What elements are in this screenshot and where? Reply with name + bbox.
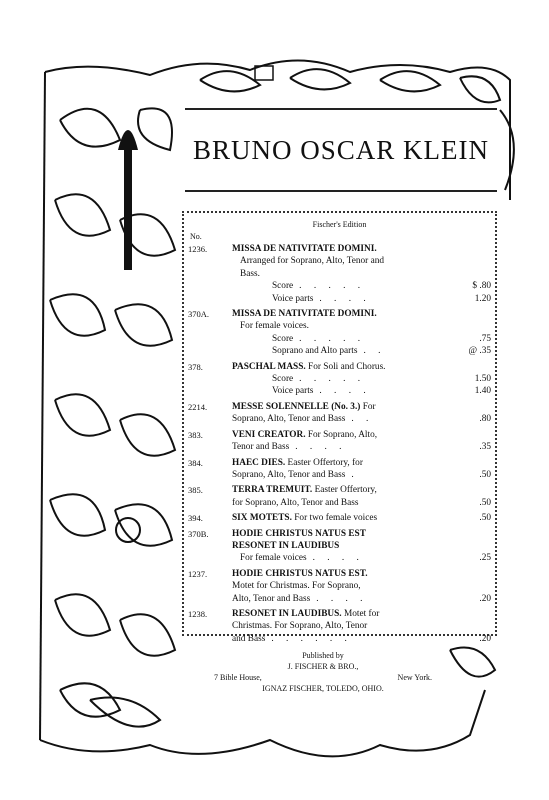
edition-label: Fischer's Edition <box>312 220 367 229</box>
catalog-entry: 1236. MISSA DE NATIVITATE DOMINI. Arranged for Soprano, Alto, Tenor and Bass. Score . . . . . $ .80 Voice parts . . . . 1.20 <box>188 244 491 304</box>
entry-line: and Bass <box>232 633 266 644</box>
price-label: Voice parts <box>272 293 314 304</box>
entry-title: HODIE CHRISTUS NATUS EST <box>232 528 366 539</box>
catalog-entry: 370B. HODIE CHRISTUS NATUS EST RESONET IN LAUDIBUS For female voices . . . . .25 <box>188 528 491 564</box>
price-value: 1.40 <box>474 386 491 397</box>
entry-title: MISSA DE NATIVITATE DOMINI. <box>232 244 377 254</box>
publisher-branch: IGNAZ FISCHER, TOLEDO, OHIO. <box>262 684 384 693</box>
price-value: .20 <box>479 593 491 604</box>
entry-number: 1237. <box>188 568 208 579</box>
entry-line: For Soprano, Alto, <box>307 429 378 440</box>
price-value: @ .35 <box>468 346 491 357</box>
entry-line: Motet for Christmas. For Soprano, <box>232 581 361 592</box>
entry-line: For <box>362 401 376 412</box>
number-column-label: No. <box>190 232 202 241</box>
entry-title-2: RESONET IN LAUDIBUS <box>232 540 340 551</box>
entry-line: For two female voices <box>294 513 378 524</box>
catalog-entry: 370A. MISSA DE NATIVITATE DOMINI. For female voices. Score . . . . . .75 Soprano and Alto parts . . @ .35 <box>188 309 491 357</box>
entry-number: 1238. <box>188 608 208 619</box>
entry-title: PASCHAL MASS. <box>232 361 306 372</box>
entry-line: For Soli and Chorus. <box>308 361 386 372</box>
entry-number: 370B. <box>188 528 209 539</box>
entry-line: For female voices. <box>240 321 309 332</box>
price-value: .50 <box>479 497 491 508</box>
entry-title: SIX MOTETS. <box>232 513 292 524</box>
entry-title: TERRA TREMUIT. <box>232 485 313 496</box>
entry-title: HAEC DIES. <box>232 457 286 468</box>
entry-title: VENI CREATOR. <box>232 429 306 440</box>
price-value: .50 <box>479 513 491 524</box>
catalog-entry <box>188 512 491 524</box>
entry-number: 383. <box>188 429 203 440</box>
entry-title: HODIE CHRISTUS NATUS EST. <box>232 568 368 579</box>
entry-line: for Soprano, Alto, Tenor and Bass <box>232 497 359 508</box>
entry-number: 385. <box>188 485 203 496</box>
catalog-entry <box>188 484 491 509</box>
entry-line: Tenor and Bass <box>232 442 290 453</box>
entry-number: 384. <box>188 457 203 468</box>
entry-line: Soprano, Alto, Tenor and Bass <box>232 469 346 480</box>
publisher-imprint <box>200 650 446 712</box>
price-label: Score <box>272 281 294 292</box>
price-value: .75 <box>479 333 491 344</box>
price-value: .35 <box>479 442 491 453</box>
price-value: .20 <box>479 633 491 644</box>
entry-number: 394. <box>188 513 203 524</box>
title-box <box>185 108 497 192</box>
catalog-entry: 384. HAEC DIES. Easter Offertory, for Soprano, Alto, Tenor and Bass . .50 <box>188 457 491 480</box>
price-label: Soprano and Alto parts <box>272 346 358 357</box>
entry-title: RESONET IN LAUDIBUS. <box>232 608 342 619</box>
price-value: .80 <box>479 414 491 425</box>
entry-line: Arranged for Soprano, Alto, Tenor and <box>240 256 385 267</box>
entry-number: 378. <box>188 361 203 372</box>
published-by-label: Published by <box>302 651 344 660</box>
entry-title: MESSE SOLENNELLE (No. 3.) <box>232 401 361 412</box>
entry-line: Bass. <box>240 268 260 279</box>
price-label: Score <box>272 374 294 385</box>
price-value: .50 <box>479 469 491 480</box>
entry-number: 1236. <box>188 244 208 254</box>
composer-title: BRUNO OSCAR KLEIN <box>192 134 490 165</box>
catalog-entry: 1238. RESONET IN LAUDIBUS. Motet for Christmas. For Soprano, Alto, Tenor and Bass . . . . . . .20 <box>188 608 491 644</box>
entry-line: Christmas. For Soprano, Alto, Tenor <box>232 621 368 632</box>
price-value: 1.20 <box>474 293 491 304</box>
publisher-name: J. FISCHER & BRO., <box>287 662 359 671</box>
entry-title: MISSA DE NATIVITATE DOMINI. <box>232 309 377 320</box>
publisher-city: New York. <box>397 673 432 682</box>
catalog-panel <box>182 211 497 644</box>
price-label: Score <box>272 333 294 344</box>
entry-line: Soprano, Alto, Tenor and Bass <box>232 414 346 425</box>
price-label: Voice parts <box>272 386 314 397</box>
entry-line: Alto, Tenor and Bass <box>232 593 311 604</box>
entry-line: For female voices <box>240 553 307 564</box>
catalog-entry: 378. PASCHAL MASS. For Soli and Chorus. Score . . . . . 1.50 Voice parts . . . . 1.40 <box>188 361 491 397</box>
publisher-address: 7 Bible House, <box>214 673 262 682</box>
catalog-entries <box>188 243 491 648</box>
catalog-entry: 2214. MESSE SOLENNELLE (No. 3.) For Soprano, Alto, Tenor and Bass . . .80 <box>188 401 491 425</box>
price-value: 1.50 <box>474 374 491 385</box>
entry-line: Easter Offertory, for <box>287 457 363 468</box>
catalog-entry: 383. VENI CREATOR. For Soprano, Alto, Tenor and Bass . . . . .35 <box>188 429 491 453</box>
entry-number: 2214. <box>188 401 208 412</box>
price-value: $ .80 <box>472 281 491 292</box>
entry-line: Motet for <box>343 608 380 619</box>
entry-number: 370A. <box>188 309 210 320</box>
entry-line: Easter Offertory, <box>314 485 377 496</box>
price-value: .25 <box>479 553 491 564</box>
catalog-entry: 1237. HODIE CHRISTUS NATUS EST. Motet for Christmas. For Soprano, Alto, Tenor and Bass . . . . .20 <box>188 568 491 604</box>
